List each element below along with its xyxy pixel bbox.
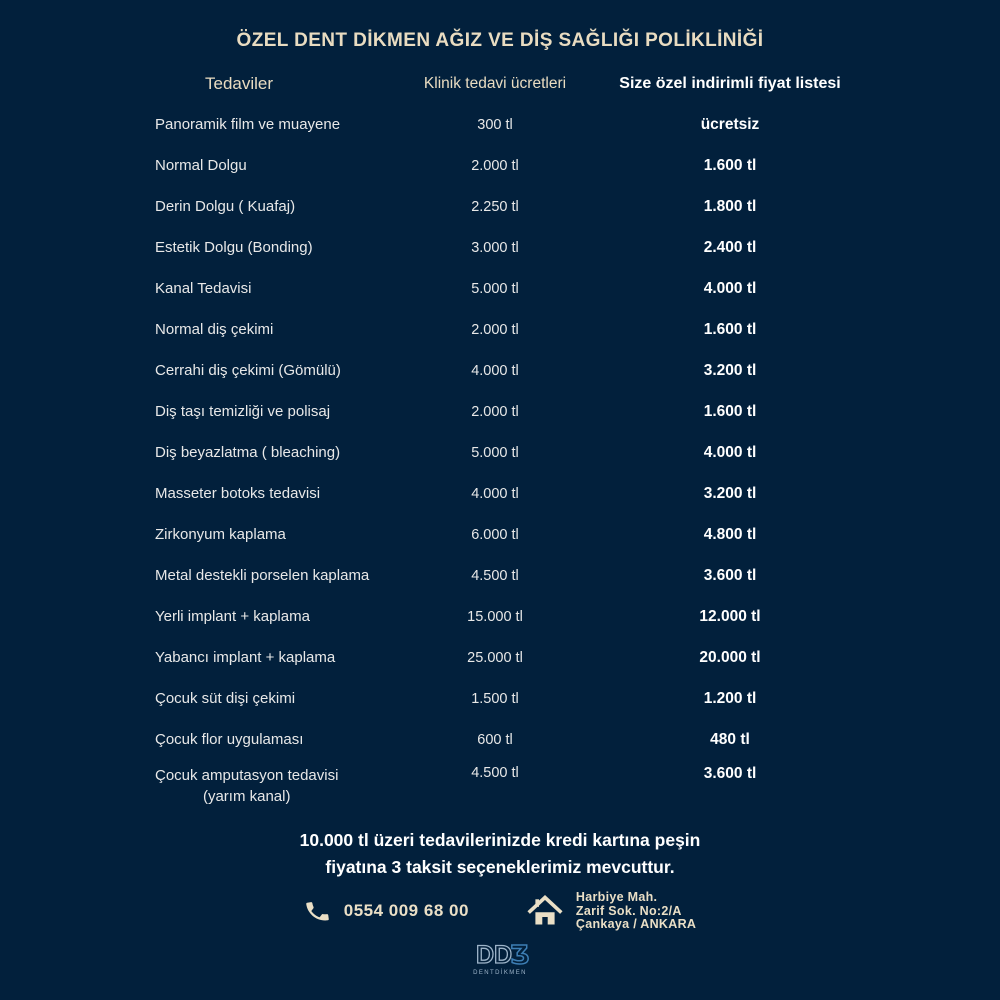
- phone-contact: [304, 898, 469, 925]
- table-row: [0, 760, 1000, 819]
- treatment-name: Diş beyazlatma ( bleaching): [155, 444, 341, 461]
- treatment-name: Çocuk flor uygulaması: [155, 731, 304, 748]
- header-clinic-price: Klinik tedavi ücretleri: [423, 75, 567, 92]
- table-row: [0, 514, 1000, 555]
- clinic-price: 3.000 tl: [471, 239, 519, 256]
- header-treatments: Tedaviler: [205, 74, 274, 93]
- table-row: [0, 186, 1000, 227]
- clinic-price: 4.500 tl: [471, 567, 519, 584]
- discount-price: 1.200 tl: [703, 689, 757, 707]
- address-line3: Çankaya / ANKARA: [575, 917, 697, 931]
- clinic-price: 2.000 tl: [471, 403, 519, 420]
- table-row: [0, 309, 1000, 350]
- table-row: [0, 350, 1000, 391]
- discount-price: 2.400 tl: [703, 238, 757, 256]
- clinic-price: 300 tl: [477, 116, 513, 133]
- treatment-name: Metal destekli porselen kaplama: [155, 567, 370, 584]
- house-icon: [527, 893, 563, 929]
- treatment-name: Yabancı implant + kaplama: [155, 649, 336, 666]
- treatment-name: [0, 765, 390, 807]
- treatment-name-line1: Çocuk amputasyon tedavisi: [155, 767, 339, 784]
- clinic-price: 4.000 tl: [471, 485, 519, 502]
- table-row: [0, 555, 1000, 596]
- discount-price: 3.200 tl: [703, 484, 757, 502]
- phone-handset-icon: [302, 896, 332, 926]
- treatment-name: Diş taşı temizliği ve polisaj: [155, 403, 331, 420]
- clinic-price: 6.000 tl: [471, 526, 519, 543]
- treatment-name: Normal diş çekimi: [155, 321, 274, 338]
- clinic-price: 2.000 tl: [471, 321, 519, 338]
- page-title: ÖZEL DENT DİKMEN AĞIZ VE DİŞ SAĞLIĞI POLİKLİNİĞİ: [236, 30, 764, 51]
- discount-price: ücretsiz: [700, 115, 760, 133]
- discount-price: 1.600 tl: [703, 156, 757, 174]
- header-discount-price: Size özel indirimli fiyat listesi: [619, 75, 841, 92]
- treatment-name: Estetik Dolgu (Bonding): [155, 239, 313, 256]
- logo-mark-dd: DD: [476, 940, 513, 969]
- table-row: [0, 104, 1000, 145]
- table-row: [0, 596, 1000, 637]
- address-line1: Harbiye Mah.: [575, 890, 658, 904]
- table-row: [0, 432, 1000, 473]
- table-row: [0, 637, 1000, 678]
- phone-number: 0554 009 68 00: [343, 901, 469, 921]
- treatment-name: Masseter botoks tedavisi: [155, 485, 321, 502]
- treatment-name: Cerrahi diş çekimi (Gömülü): [155, 362, 341, 379]
- address-contact: [527, 891, 696, 932]
- treatment-name: Çocuk süt dişi çekimi: [155, 690, 296, 707]
- table-row: [0, 391, 1000, 432]
- discount-price: 4.000 tl: [703, 443, 757, 461]
- clinic-price: 2.250 tl: [471, 198, 519, 215]
- discount-price: 12.000 tl: [699, 607, 761, 625]
- price-table: [0, 104, 1000, 819]
- treatment-name: Zirkonyum kaplama: [155, 526, 286, 543]
- treatment-name: Derin Dolgu ( Kuafaj): [155, 198, 296, 215]
- logo-text: DENTDİKMEN: [473, 969, 527, 976]
- installment-note: [0, 827, 1000, 881]
- clinic-price: 25.000 tl: [467, 649, 523, 666]
- contact-section: [0, 891, 1000, 932]
- clinic-price: 5.000 tl: [471, 444, 519, 461]
- discount-price: 3.600 tl: [703, 765, 757, 782]
- clinic-logo: [0, 938, 1000, 976]
- table-row: [0, 227, 1000, 268]
- discount-price: 1.600 tl: [703, 320, 757, 338]
- table-row: [0, 268, 1000, 309]
- discount-price: 3.600 tl: [703, 566, 757, 584]
- table-row: [0, 678, 1000, 719]
- clinic-price: 15.000 tl: [467, 608, 523, 625]
- clinic-price: 5.000 tl: [471, 280, 519, 297]
- discount-price: 480 tl: [710, 730, 750, 748]
- address-lines: [576, 891, 696, 932]
- installment-note-line1: 10.000 tl üzeri tedavilerinizde kredi kartına peşin: [299, 830, 701, 850]
- address-line2: Zarif Sok. No:2/A: [575, 903, 682, 918]
- discount-price: 4.800 tl: [703, 525, 757, 543]
- table-row: [0, 719, 1000, 760]
- discount-price: 3.200 tl: [703, 361, 757, 379]
- installment-note-line2: fiyatına 3 taksit seçeneklerimiz mevcuttur.: [325, 857, 675, 877]
- treatment-name: Normal Dolgu: [155, 157, 247, 174]
- discount-price: 1.600 tl: [703, 402, 757, 420]
- discount-price: 4.000 tl: [703, 279, 757, 297]
- discount-price: 20.000 tl: [699, 648, 761, 666]
- table-header: [0, 74, 1000, 94]
- table-row: [0, 473, 1000, 514]
- clinic-price: 4.500 tl: [471, 765, 519, 781]
- clinic-price: 2.000 tl: [471, 157, 519, 174]
- treatment-name: Yerli implant + kaplama: [155, 608, 310, 625]
- logo-monogram: [464, 938, 536, 970]
- clinic-price: 600 tl: [477, 731, 513, 748]
- treatment-name-line2: (yarım kanal): [202, 788, 291, 805]
- treatment-name: Panoramik film ve muayene: [155, 116, 341, 133]
- treatment-name: Kanal Tedavisi: [155, 280, 252, 297]
- discount-price: 1.800 tl: [703, 197, 757, 215]
- clinic-price: 4.000 tl: [471, 362, 519, 379]
- logo-mark-3: Ʒ: [510, 939, 530, 969]
- clinic-price: 1.500 tl: [471, 690, 519, 707]
- table-row: [0, 145, 1000, 186]
